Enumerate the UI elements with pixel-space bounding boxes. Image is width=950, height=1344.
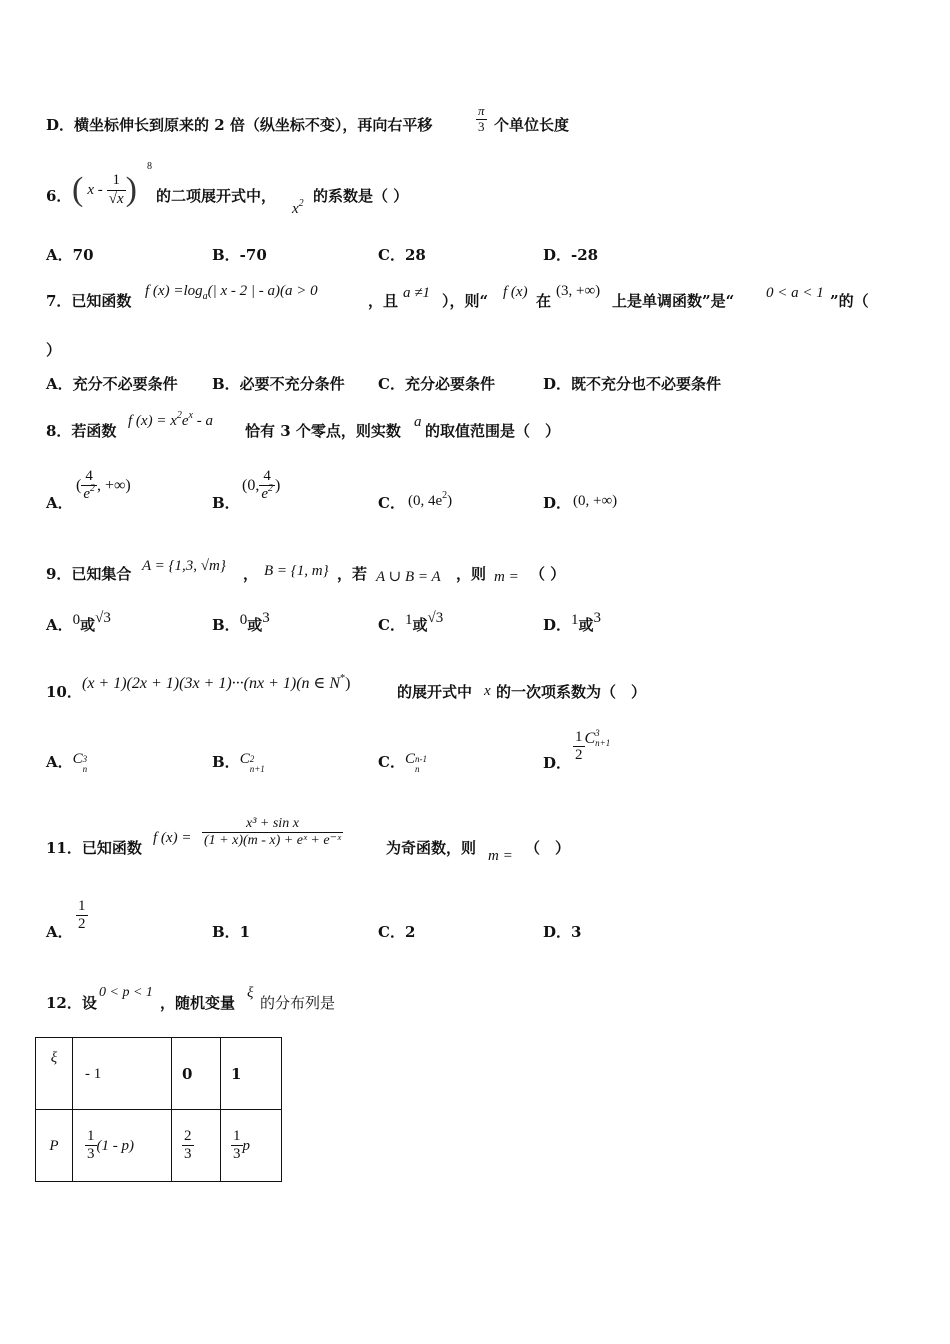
q11-number: 11．已知函数 — [46, 839, 142, 857]
q6-option-a: A．70 — [46, 246, 94, 264]
q7-text4: 上是单调函数”是“ — [612, 292, 735, 310]
q9-number: 9．已知集合 — [46, 565, 132, 583]
q12-number: 12．设 — [46, 994, 97, 1012]
q7-fx: f (x) — [503, 284, 528, 300]
q10-text2: 的一次项系数为（ ） — [496, 683, 647, 701]
q12-cond: 0 < p < 1 — [99, 985, 153, 1000]
q9-text3: （ ） — [530, 565, 566, 583]
q12-text2: 的分布列是 — [260, 994, 336, 1012]
q10-option-a: A．C 3 n — [46, 751, 88, 774]
q6-option-d: D．-28 — [543, 246, 599, 264]
q8-option-b-label: B． — [212, 494, 240, 512]
q11-option-a-label: A． — [46, 923, 73, 941]
q5-frac: $\frac{\pi}{3}$ — [478, 103, 485, 134]
table-row — [36, 1110, 282, 1182]
q7-option-c: C．充分必要条件 — [378, 375, 495, 393]
q6-option-b: B．-70 — [212, 246, 267, 264]
q7-text1: ，且 — [368, 292, 399, 310]
q11-text: 为奇函数，则 — [386, 839, 477, 857]
q7-cond2: 0 < a < 1 — [766, 285, 824, 301]
table-cell: $\frac{2}{3}$ — [172, 1110, 221, 1182]
q9-ask: m = — [494, 569, 519, 585]
q10-number: 10． — [46, 683, 82, 701]
q9-comma: ， — [243, 565, 259, 583]
q10-text: 的展开式中 — [397, 683, 473, 701]
q6-text2: 的系数是（ ） — [313, 187, 409, 205]
q10-expression: (x + 1)(2x + 1)(3x + 1)···(nx + 1)(n ∈ N*) — [82, 673, 351, 692]
q7-text5: ”的（ — [830, 292, 869, 310]
q8-option-c: (0, $4e^2$) — [408, 490, 453, 509]
q8-option-a: ( $\frac{4}{e^2}$ , +∞) — [76, 468, 131, 503]
q8-function: f $(x) = x^2e^x - a$ — [128, 410, 213, 429]
q8-option-a-label: A． — [46, 494, 73, 512]
table-cell: 1 — [221, 1038, 282, 1110]
q11-option-d: D．3 — [543, 923, 582, 941]
q9-text1: ，若 — [337, 565, 368, 583]
q9-option-d: D．1或3 — [543, 610, 602, 634]
q7-text3: 在 — [536, 292, 552, 310]
q11-lhs: f (x) = — [153, 830, 192, 846]
q9-set-b: B = {1, m} — [264, 563, 329, 579]
q7-option-d: D．既不充分也不必要条件 — [543, 375, 722, 393]
q11-fraction: $\frac{\text{x³ + sin x}}{\text{(1 + x)(m - x) + eˣ + e⁻ˣ}}$ — [204, 816, 341, 849]
q6-power: 8 — [147, 161, 152, 172]
q9-cond: A ∪ B = A — [376, 569, 441, 585]
q8-var: a — [414, 414, 422, 430]
q5-option-d-tail: 个单位长度 — [494, 116, 570, 134]
table-cell: $\frac{1}{3}$ (1 - p) — [73, 1110, 172, 1182]
q11-ask: m = — [488, 848, 513, 864]
q7-interval: (3, +∞) — [556, 283, 601, 299]
q6-option-c: C．28 — [378, 246, 426, 264]
q7-option-b: B．必要不充分条件 — [212, 375, 345, 393]
q10-option-b: B．C 2 n+1 — [212, 751, 265, 774]
q8-option-b: (0, $\frac{4}{e^2}$ ) — [242, 468, 281, 503]
q7-option-a: A．充分不必要条件 — [46, 375, 178, 393]
q12-var: ξ — [247, 985, 254, 1001]
q10-option-d-label: D． — [543, 754, 572, 772]
q8-text: 恰有 3 个零点，则实数 — [245, 422, 401, 440]
q10-var: x — [484, 683, 491, 699]
table-cell: 0 — [172, 1038, 221, 1110]
q8-number: 8．若函数 — [46, 422, 117, 440]
table-cell-xi-head: ξ — [36, 1038, 73, 1110]
q8-option-d-label: D． — [543, 494, 572, 512]
q9-option-b: B．0或3 — [212, 610, 270, 634]
q12-text: ，随机变量 — [160, 994, 236, 1012]
q8-text2: 的取值范围是（ ） — [425, 422, 561, 440]
q7-number: 7．已知函数 — [46, 292, 132, 310]
q9-set-a: A = {1,3, √m} — [142, 558, 226, 574]
q7-function: f $(x) =\log_a(|$ x - 2 | - a)(a > 0 — [145, 283, 318, 302]
table-cell-p-head: P — [36, 1110, 73, 1182]
q10-option-d: $\frac{1}{2}$ C 3 n+1 — [575, 727, 611, 764]
q5-option-d: D．横坐标伸长到原来的 2 倍（纵坐标不变），再向右平移 — [46, 116, 433, 134]
table-row — [36, 1038, 282, 1110]
q9-option-c: C．1或√3 — [378, 610, 444, 634]
q8-option-c-label: C． — [378, 494, 405, 512]
q8-option-d: (0, +∞) — [573, 493, 618, 509]
q11-option-a: $\frac{1}{2}$ — [78, 898, 86, 933]
q7-cond: a ≠1 — [403, 285, 430, 301]
q6-number: 6． — [46, 187, 72, 205]
q9-option-a: A．0或√3 — [46, 610, 111, 634]
q7-text2: ），则“ — [442, 292, 489, 310]
table-cell: $\frac{1}{3}$ p — [221, 1110, 282, 1182]
q11-option-c: C．2 — [378, 923, 416, 941]
q11-text2: （ ） — [525, 839, 571, 857]
q6-expression: ( x - $\frac{1}{√x}$ ) — [72, 171, 137, 208]
q9-text2: ，则 — [456, 565, 487, 583]
q7-close: ） — [46, 341, 62, 359]
distribution-table — [35, 1037, 282, 1182]
table-cell: - 1 — [73, 1038, 172, 1110]
q11-option-b: B．1 — [212, 923, 251, 941]
q6-text1: 的二项展开式中， — [156, 187, 277, 205]
q6-term: $x^2$ — [292, 198, 304, 217]
q10-option-c: C．C n-1 n — [378, 751, 427, 774]
